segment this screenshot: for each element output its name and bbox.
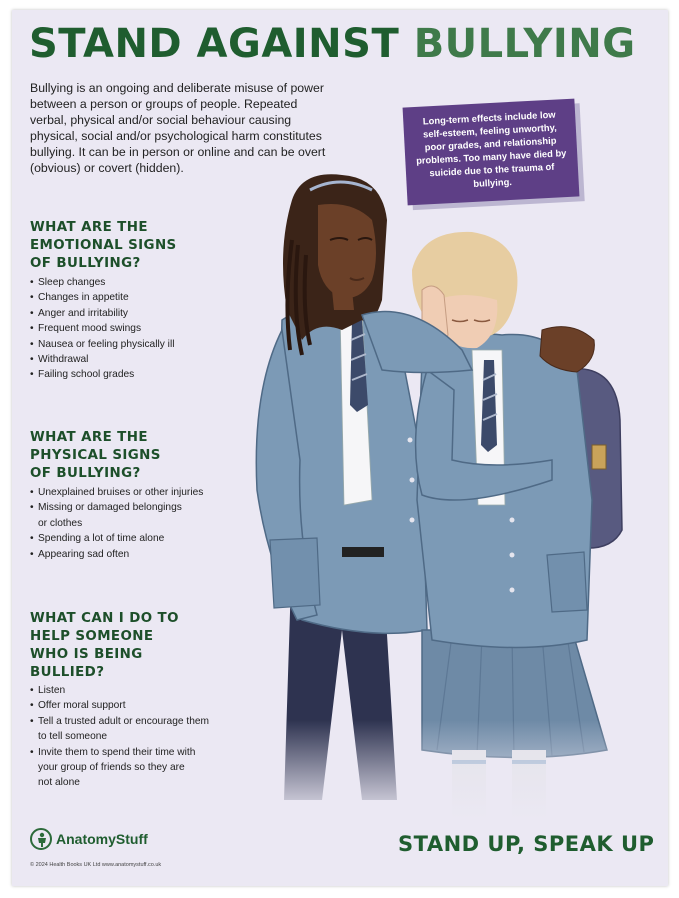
anatomy-figure-icon [30, 828, 52, 850]
list-item: • Changes in appetite [30, 290, 174, 305]
list-item: • Appearing sad often [30, 547, 203, 562]
list-item: • Spending a lot of time alone [30, 531, 203, 546]
list-item: • Offer moral support [30, 698, 209, 713]
poster-title: STAND AGAINST BULLYING [29, 21, 636, 67]
list-item: • Frequent mood swings [30, 321, 174, 336]
anatomystuff-logo: AnatomyStuff [30, 828, 148, 850]
backpack-pocket-item [592, 445, 606, 469]
list-item: • Anger and irritability [30, 306, 174, 321]
list-item: your group of friends so they are [38, 762, 185, 774]
emotional-signs-heading: WHAT ARE THE EMOTIONAL SIGNS OF BULLYING? [30, 220, 177, 271]
physical-signs-heading: WHAT ARE THE PHYSICAL SIGNS OF BULLYING? [30, 430, 161, 481]
slogan: STAND UP, SPEAK UP [398, 832, 655, 856]
list-item: or clothes [38, 517, 83, 529]
list-item: • Listen [30, 683, 209, 698]
copyright-text: © 2024 Health Books UK Ltd www.anatomystuff.co.uk [30, 862, 162, 868]
physical-signs-list [30, 485, 203, 562]
poster [12, 10, 668, 886]
list-item: • Withdrawal [30, 352, 174, 367]
left-student-belt [342, 547, 384, 557]
students-illustration [222, 160, 632, 820]
list-item: • Unexplained bruises or other injuries [30, 485, 203, 500]
list-item: • Sleep changes [30, 275, 174, 290]
long-term-effects-callout: Long-term effects include low self-esteem, feeling unworthy, poor grades, and relationship problems. Too many have died by suicide due to the trauma of bullying. [403, 99, 580, 206]
list-item: not alone [38, 777, 80, 789]
list-item: • Failing school grades [30, 367, 174, 382]
list-item: • Missing or damaged belongings [30, 500, 203, 515]
help-someone-list [30, 683, 209, 791]
list-item: to tell someone [38, 731, 108, 743]
list-item: • Invite them to spend their time with [30, 745, 209, 760]
list-item: • Tell a trusted adult or encourage them [30, 714, 209, 729]
left-student-face [318, 204, 376, 298]
help-someone-heading: WHAT CAN I DO TO HELP SOMEONE WHO IS BEING BULLIED? [30, 611, 179, 680]
emotional-signs-list [30, 275, 174, 383]
list-item: • Nausea or feeling physically ill [30, 337, 174, 352]
intro-paragraph: Bullying is an ongoing and deliberate misuse of power between a person or groups of people. Repeated verbal, physical and/or social behaviour causing physical, social and/or psychological harm constitutes bullying. It can be in person or online and can be overt (obvious) or covert (hidden). [30, 81, 326, 175]
